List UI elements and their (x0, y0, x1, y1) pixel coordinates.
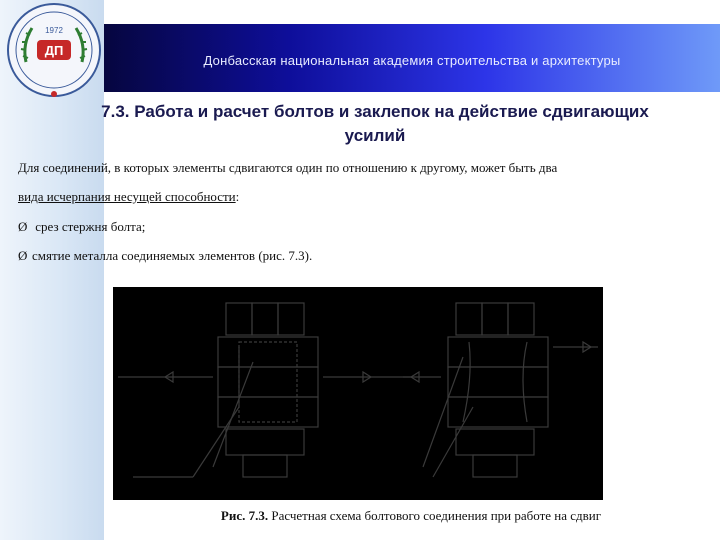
list-item-text: срез стержня болта; (35, 219, 146, 234)
bolt-joint-figure (113, 287, 603, 500)
arrow-bullet-icon: Ø (18, 219, 28, 234)
paragraph-line2-tail: : (235, 189, 240, 204)
list-item (18, 219, 145, 235)
arrow-bullet-icon: Ø (18, 248, 28, 263)
figure-caption-label: Рис. 7.3. (220, 508, 269, 523)
figure-caption-text: Расчетная схема болтового соединения при работе на сдвиг (268, 508, 602, 523)
list-item (18, 248, 312, 264)
academy-logo (4, 2, 104, 98)
section-title-line2: усилий (344, 126, 406, 145)
section-title-line1: 7.3. Работа и расчет болтов и заклепок на действие сдвигающих (101, 102, 649, 121)
paragraph-emphasis: вида исчерпания несущей способности (18, 189, 236, 204)
paragraph-line2 (18, 189, 239, 205)
figure-caption (113, 508, 709, 524)
logo-mark-text: ДП (44, 43, 64, 58)
institution-name: Донбасская национальная академия строительства и архитектуры (203, 53, 621, 68)
logo-year-text: 1972 (45, 26, 63, 35)
list-item-text: смятие металла соединяемых элементов (рис. 7.3). (32, 248, 313, 263)
bolt-right-diagram (403, 303, 598, 477)
paragraph-line1: Для соединений, в которых элементы сдвигаются один по отношению к другому, может быть два (18, 160, 558, 175)
section-title (30, 100, 720, 148)
bolt-left-diagram (118, 303, 413, 477)
